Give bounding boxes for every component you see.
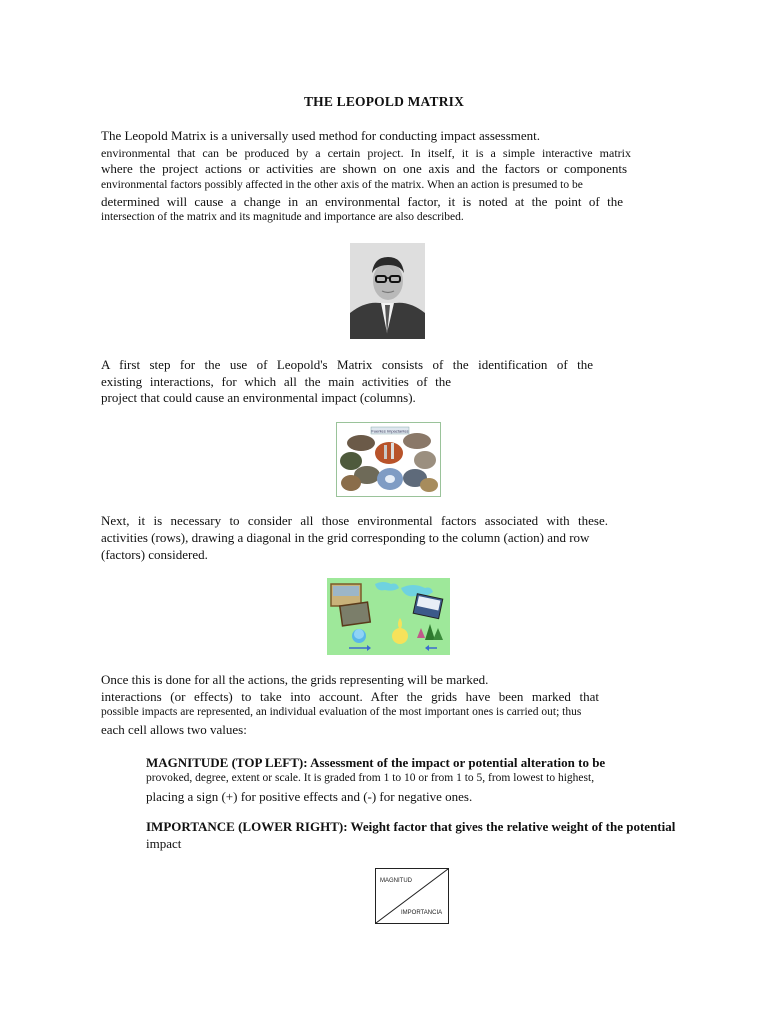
matrix-cell-diagram <box>375 868 449 924</box>
step3-line: Once this is done for all the actions, the grids representing will be marked. <box>101 672 489 687</box>
portrait-image <box>350 243 425 339</box>
magnitude-line: placing a sign (+) for positive effects and (-) for negative ones. <box>146 789 473 804</box>
step1-line: existing interactions, for which all the main activities of the <box>101 374 451 389</box>
magnitud-label: MAGNITUD <box>380 878 412 884</box>
importancia-label: IMPORTANCIA <box>401 910 443 916</box>
magnitude-line: provoked, degree, extent or scale. It is graded from 1 to 10 or from 1 to 5, from lowest to highest, <box>146 772 595 784</box>
step3-line: each cell allows two values: <box>101 722 247 737</box>
environmental-factors-image <box>327 578 450 655</box>
importance-heading: IMPORTANCE (LOWER RIGHT): Weight factor that gives the relative weight of the potential <box>146 819 676 834</box>
step3-line: possible impacts are represented, an individual evaluation of the most important ones is carried out; thus <box>101 706 582 718</box>
collage-banner: Fuentes Impactantes <box>371 428 409 434</box>
step2-line: (factors) considered. <box>101 547 208 562</box>
magnitude-heading: MAGNITUDE (TOP LEFT): Assessment of the impact or potential alteration to be <box>146 755 606 770</box>
impact-sources-figure <box>336 422 441 497</box>
intro-line: determined will cause a change in an environmental factor, it is noted at the point of the <box>101 194 623 209</box>
environmental-factors-figure <box>327 578 450 655</box>
step3-line: interactions (or effects) to take into account. After the grids have been marked that <box>101 689 599 704</box>
portrait-photo <box>350 243 425 339</box>
intro-line: environmental that can be produced by a certain project. In itself, it is a simple interactive matrix <box>101 146 631 160</box>
page-title: THE LEOPOLD MATRIX <box>303 94 465 109</box>
step2-line: Next, it is necessary to consider all those environmental factors associated with these. <box>101 513 608 528</box>
intro-line: environmental factors possibly affected in the other axis of the matrix. When an action is presumed to be <box>101 179 583 191</box>
step1-line: A first step for the use of Leopold's Matrix consists of the identification of the <box>101 357 593 372</box>
impact-sources-collage <box>337 423 440 496</box>
intro-line: The Leopold Matrix is a universally used method for conducting impact assessment. <box>101 128 541 143</box>
step2-line: activities (rows), drawing a diagonal in the grid corresponding to the column (action) and row <box>101 530 590 545</box>
importance-line: impact <box>146 836 182 851</box>
step1-line: project that could cause an environmental impact (columns). <box>101 390 416 405</box>
intro-line: intersection of the matrix and its magnitude and importance are also described. <box>101 211 464 223</box>
intro-line: where the project actions or activities are shown on one axis and the factors or components <box>101 161 627 176</box>
